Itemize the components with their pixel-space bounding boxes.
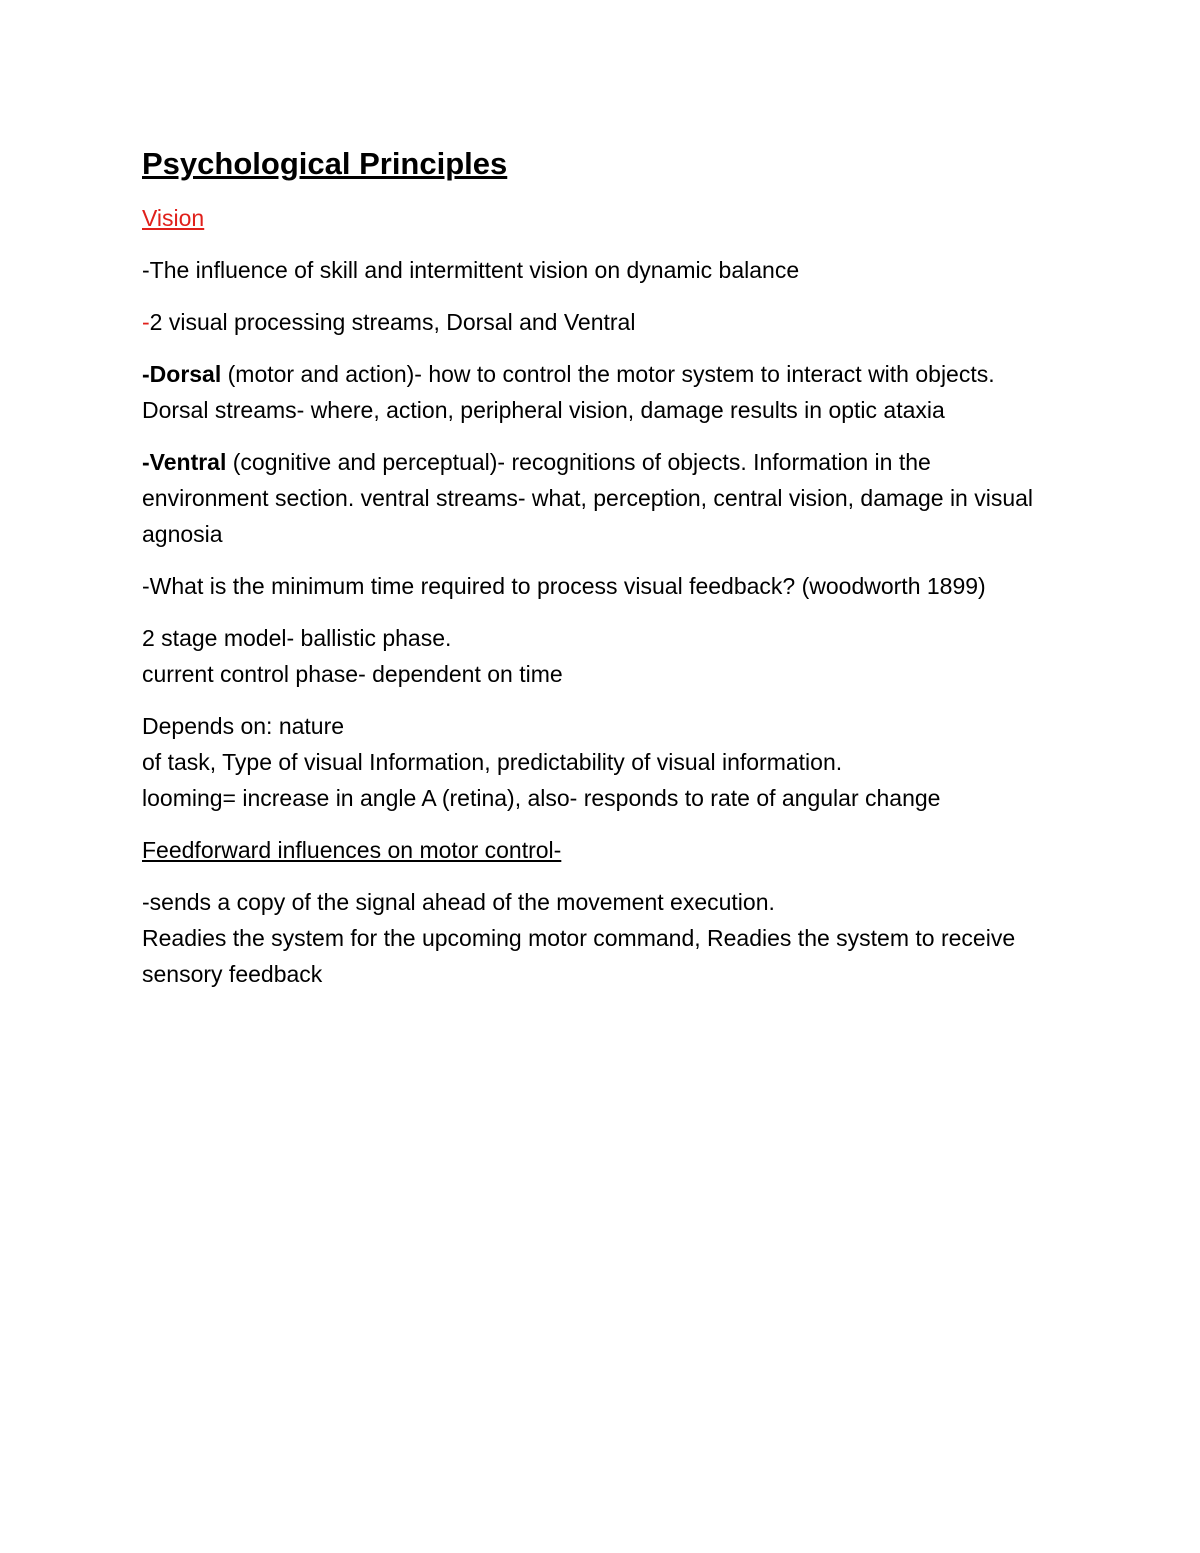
section-heading-feedforward: Feedforward influences on motor control- xyxy=(142,837,562,863)
paragraph-minimum-time: -What is the minimum time required to process visual feedback? (woodworth 1899) xyxy=(142,573,986,599)
term-ventral: -Ventral xyxy=(142,449,227,475)
section-heading-vision: Vision xyxy=(142,205,205,231)
document-body xyxy=(142,142,1062,1008)
paragraph-processing-streams-text: 2 visual processing streams, Dorsal and Ventral xyxy=(149,309,636,335)
page-title: Psychological Principles xyxy=(142,146,508,181)
paragraph-ventral-text: (cognitive and perceptual)- recognitions of objects. Information in the environment section. ventral streams- what, perception, central vision, damage in visual agnosia xyxy=(142,449,1034,547)
paragraph-two-stage-model xyxy=(142,620,1062,692)
feedforward-line-2: Readies the system for the upcoming motor command, Readies the system to receive sensory feedback xyxy=(142,925,1016,987)
paragraph-feedforward xyxy=(142,884,1062,992)
depends-line-3: looming= increase in angle A (retina), also- responds to rate of angular change xyxy=(142,785,941,811)
feedforward-line-1: -sends a copy of the signal ahead of the movement execution. xyxy=(142,889,775,915)
depends-line-2: of task, Type of visual Information, predictability of visual information. xyxy=(142,749,843,775)
depends-line-1: Depends on: nature xyxy=(142,713,345,739)
paragraph-depends-on xyxy=(142,708,1062,816)
paragraph-intermittent-vision: -The influence of skill and intermittent vision on dynamic balance xyxy=(142,257,800,283)
two-stage-line-1: 2 stage model- ballistic phase. xyxy=(142,625,452,651)
red-dash: - xyxy=(142,309,150,335)
paragraph-dorsal xyxy=(142,356,1062,428)
two-stage-line-2: current control phase- dependent on time xyxy=(142,661,563,687)
paragraph-processing-streams xyxy=(142,304,1062,340)
paragraph-ventral xyxy=(142,444,1062,552)
paragraph-dorsal-text: (motor and action)- how to control the motor system to interact with objects. Dorsal streams- where, action, peripheral vision, damage results in optic ataxia xyxy=(142,361,995,423)
term-dorsal: -Dorsal xyxy=(142,361,222,387)
